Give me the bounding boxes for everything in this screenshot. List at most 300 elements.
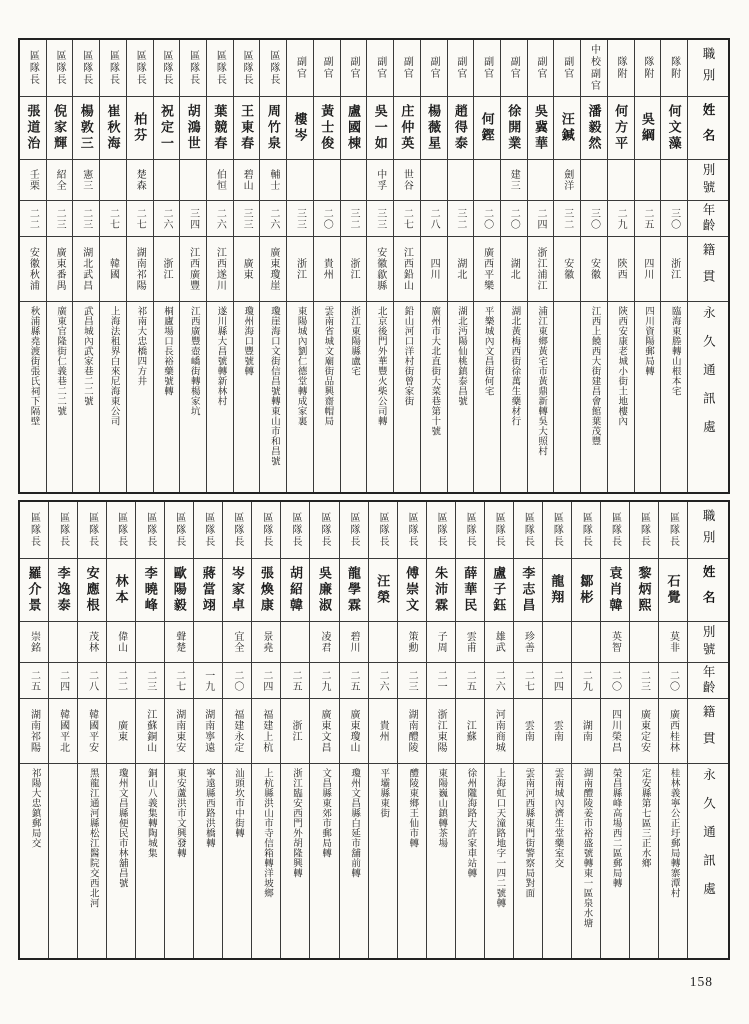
label-alias-cell bbox=[688, 160, 728, 201]
person-age-cell bbox=[47, 201, 73, 237]
person-origin: 陝西 bbox=[615, 258, 627, 280]
person-address: 平壩縣東街 bbox=[378, 768, 389, 818]
person-alias-cell bbox=[127, 160, 153, 201]
person-alias-cell bbox=[165, 622, 193, 663]
person-name-cell bbox=[635, 97, 661, 160]
person-origin: 湖南東安 bbox=[173, 709, 185, 753]
person-origin-cell bbox=[341, 237, 367, 302]
person-name-cell bbox=[107, 559, 135, 622]
person-role-cell bbox=[180, 40, 206, 97]
person-alias: 策勳 bbox=[406, 631, 418, 653]
person-age-cell bbox=[20, 663, 48, 699]
person-role-cell bbox=[207, 40, 233, 97]
person-origin-cell bbox=[554, 237, 580, 302]
person-origin-cell bbox=[165, 699, 193, 764]
person-name: 蔣當翊 bbox=[200, 566, 216, 614]
person-origin: 湖南祁陽 bbox=[28, 709, 40, 753]
person-name: 柏芬 bbox=[132, 112, 148, 144]
person-name-cell bbox=[367, 97, 393, 160]
person-origin-cell bbox=[421, 237, 447, 302]
person-name: 崔秋海 bbox=[105, 104, 121, 152]
person-alias: 紹全 bbox=[54, 169, 66, 191]
person-origin-cell bbox=[398, 699, 426, 764]
person-role: 區隊長 bbox=[134, 50, 146, 86]
person-age-cell bbox=[367, 201, 393, 237]
person-origin: 湖北 bbox=[508, 258, 520, 280]
person-address-cell bbox=[234, 302, 260, 492]
person-role: 區隊長 bbox=[435, 512, 447, 548]
person-origin: 韓國 bbox=[107, 258, 119, 280]
person-role-cell bbox=[73, 40, 99, 97]
person-origin: 江西廣豐 bbox=[187, 247, 199, 291]
person-address-cell bbox=[369, 764, 397, 958]
person-origin: 廣東文昌 bbox=[318, 709, 330, 753]
person-name: 汪鍼 bbox=[559, 112, 575, 144]
person-origin: 廣東瓊山 bbox=[348, 709, 360, 753]
person-age-cell bbox=[369, 663, 397, 699]
person-name-cell bbox=[661, 97, 687, 160]
person-address-cell bbox=[608, 302, 634, 492]
person-alias-cell bbox=[630, 622, 658, 663]
person-column bbox=[661, 40, 688, 492]
person-address-cell bbox=[635, 302, 661, 492]
person-alias: 雄武 bbox=[493, 631, 505, 653]
label-age: 年齡 bbox=[701, 665, 716, 696]
person-address: 雲南河西縣東門街警察局對面 bbox=[523, 768, 534, 898]
person-role-cell bbox=[659, 502, 687, 559]
person-alias-cell bbox=[73, 160, 99, 201]
person-origin-cell bbox=[127, 237, 153, 302]
label-role-cell bbox=[688, 502, 728, 559]
person-role-cell bbox=[427, 502, 455, 559]
row-label-column-top bbox=[688, 40, 728, 492]
label-age: 年齡 bbox=[700, 203, 715, 234]
person-origin: 安徽歙縣 bbox=[374, 247, 386, 291]
person-alias-cell bbox=[180, 160, 206, 201]
person-name-cell bbox=[341, 97, 367, 160]
person-age-cell bbox=[223, 663, 251, 699]
person-origin: 湖北武昌 bbox=[80, 247, 92, 291]
label-age-cell bbox=[688, 663, 728, 699]
person-age-cell bbox=[398, 663, 426, 699]
person-origin: 廣東 bbox=[115, 720, 127, 742]
person-address: 四川資陽郵局轉 bbox=[642, 306, 653, 376]
person-role-cell bbox=[369, 502, 397, 559]
person-name-cell bbox=[554, 97, 580, 160]
person-alias-cell bbox=[572, 622, 600, 663]
person-origin: 韓國平北 bbox=[57, 709, 69, 753]
person-role: 中校副官 bbox=[588, 44, 600, 92]
person-origin-cell bbox=[581, 237, 607, 302]
person-origin: 浙江 bbox=[160, 258, 172, 280]
person-name-cell bbox=[543, 559, 571, 622]
person-address-cell bbox=[501, 302, 527, 492]
person-role: 區隊長 bbox=[638, 512, 650, 548]
person-address: 汕頭坎市中街轉 bbox=[232, 768, 243, 838]
page-number: 158 bbox=[689, 974, 713, 989]
person-origin: 浙江 bbox=[289, 720, 301, 742]
person-name: 羅介景 bbox=[26, 566, 42, 614]
person-column bbox=[448, 40, 475, 492]
person-column bbox=[367, 40, 394, 492]
person-age: 三二 bbox=[561, 207, 573, 230]
person-column bbox=[514, 502, 543, 958]
person-alias-cell bbox=[661, 160, 687, 201]
person-alias-cell bbox=[427, 622, 455, 663]
person-role: 區隊長 bbox=[260, 512, 272, 548]
person-address-cell bbox=[194, 764, 222, 958]
person-age: 二七 bbox=[107, 207, 119, 230]
person-origin: 福建上杭 bbox=[260, 709, 272, 753]
person-name-cell bbox=[421, 97, 447, 160]
person-column bbox=[207, 40, 234, 492]
person-address: 平樂城內文昌街何宅 bbox=[482, 306, 493, 396]
person-origin: 貴州 bbox=[321, 258, 333, 280]
person-address-cell bbox=[528, 302, 554, 492]
person-age: 二三 bbox=[144, 669, 156, 692]
person-column bbox=[456, 502, 485, 958]
person-name-cell bbox=[630, 559, 658, 622]
person-column bbox=[260, 40, 287, 492]
person-name: 吳一如 bbox=[372, 104, 388, 152]
person-role: 副官 bbox=[347, 56, 359, 80]
person-origin: 安徽 bbox=[561, 258, 573, 280]
person-name-cell bbox=[47, 97, 73, 160]
person-age: 二〇 bbox=[231, 669, 243, 692]
person-age: 三四 bbox=[187, 207, 199, 230]
person-role-cell bbox=[367, 40, 393, 97]
person-age-cell bbox=[194, 663, 222, 699]
person-age-cell bbox=[287, 201, 313, 237]
person-age: 二六 bbox=[214, 207, 226, 230]
person-alias: 偉山 bbox=[115, 631, 127, 653]
person-alias-cell bbox=[635, 160, 661, 201]
person-age-cell bbox=[49, 663, 77, 699]
person-name-cell bbox=[427, 559, 455, 622]
person-name: 趙得泰 bbox=[452, 104, 468, 152]
label-role-cell bbox=[688, 40, 728, 97]
person-origin: 湖南祁陽 bbox=[134, 247, 146, 291]
person-role: 副官 bbox=[481, 56, 493, 80]
label-role: 職別 bbox=[700, 46, 715, 90]
person-role: 區隊長 bbox=[493, 512, 505, 548]
person-address-cell bbox=[456, 764, 484, 958]
person-origin-cell bbox=[223, 699, 251, 764]
person-role: 區隊長 bbox=[522, 512, 534, 548]
person-alias-cell bbox=[100, 160, 126, 201]
person-name: 安應根 bbox=[84, 566, 100, 614]
person-origin-cell bbox=[367, 237, 393, 302]
person-age-cell bbox=[456, 663, 484, 699]
person-role: 區隊長 bbox=[348, 512, 360, 548]
person-role: 區隊長 bbox=[241, 50, 253, 86]
person-origin-cell bbox=[630, 699, 658, 764]
person-age-cell bbox=[601, 663, 629, 699]
person-origin-cell bbox=[543, 699, 571, 764]
person-address: 浙江東陽縣盧宅 bbox=[349, 306, 360, 376]
person-name: 潘毅然 bbox=[586, 104, 602, 152]
person-age-cell bbox=[394, 201, 420, 237]
person-role: 副官 bbox=[374, 56, 386, 80]
person-name: 何文藻 bbox=[666, 104, 682, 152]
person-alias: 聲楚 bbox=[173, 631, 185, 653]
person-name: 袁肖韓 bbox=[607, 566, 623, 614]
person-name: 周竹泉 bbox=[265, 104, 281, 152]
person-column bbox=[314, 40, 341, 492]
person-name: 王東春 bbox=[239, 104, 255, 152]
person-origin-cell bbox=[194, 699, 222, 764]
person-alias-cell bbox=[20, 160, 46, 201]
person-origin: 廣西桂林 bbox=[667, 709, 679, 753]
person-origin: 四川 bbox=[641, 258, 653, 280]
person-age-cell bbox=[340, 663, 368, 699]
person-role: 區隊長 bbox=[187, 50, 199, 86]
person-role-cell bbox=[341, 40, 367, 97]
person-alias-cell bbox=[474, 160, 500, 201]
person-role-cell bbox=[581, 40, 607, 97]
person-name: 何方平 bbox=[613, 104, 629, 152]
person-address-cell bbox=[78, 764, 106, 958]
person-alias-cell bbox=[287, 160, 313, 201]
person-alias: 茂林 bbox=[86, 631, 98, 653]
person-column bbox=[78, 502, 107, 958]
person-age: 二四 bbox=[535, 207, 547, 230]
person-name: 吳綱 bbox=[639, 112, 655, 144]
person-age: 二六 bbox=[493, 669, 505, 692]
person-column bbox=[474, 40, 501, 492]
person-column bbox=[136, 502, 165, 958]
person-age-cell bbox=[260, 201, 286, 237]
person-role-cell bbox=[608, 40, 634, 97]
person-age: 二〇 bbox=[667, 669, 679, 692]
person-name-cell bbox=[252, 559, 280, 622]
person-role-cell bbox=[49, 502, 77, 559]
person-alias: 伯恒 bbox=[214, 169, 226, 191]
person-address-cell bbox=[474, 302, 500, 492]
person-role: 區隊長 bbox=[609, 512, 621, 548]
person-alias: 碧山 bbox=[241, 169, 253, 191]
person-age: 二六 bbox=[377, 669, 389, 692]
person-origin: 廣東定安 bbox=[638, 709, 650, 753]
person-alias-cell bbox=[394, 160, 420, 201]
person-address: 東安蘆洪市文興發轉 bbox=[174, 768, 185, 858]
person-column bbox=[20, 502, 49, 958]
person-name: 李志昌 bbox=[520, 566, 536, 614]
person-alias: 景堯 bbox=[260, 631, 272, 653]
person-age-cell bbox=[234, 201, 260, 237]
person-column bbox=[107, 502, 136, 958]
person-alias-cell bbox=[107, 622, 135, 663]
label-name-cell bbox=[688, 559, 728, 622]
person-alias: 珍善 bbox=[522, 631, 534, 653]
person-age: 二七 bbox=[134, 207, 146, 230]
person-name-cell bbox=[165, 559, 193, 622]
person-age: 二三 bbox=[80, 207, 92, 230]
person-name-cell bbox=[127, 97, 153, 160]
person-age: 二九 bbox=[580, 669, 592, 692]
label-origin-cell bbox=[688, 699, 728, 764]
person-address-cell bbox=[448, 302, 474, 492]
person-origin: 江蘇銅山 bbox=[144, 709, 156, 753]
person-name: 胡鴻世 bbox=[185, 104, 201, 152]
person-age: 二〇 bbox=[609, 669, 621, 692]
person-alias-cell bbox=[223, 622, 251, 663]
person-alias: 中孚 bbox=[374, 169, 386, 191]
person-alias: 英智 bbox=[609, 631, 621, 653]
person-age-cell bbox=[635, 201, 661, 237]
person-age-cell bbox=[581, 201, 607, 237]
person-name-cell bbox=[207, 97, 233, 160]
person-role: 區隊長 bbox=[214, 50, 226, 86]
person-address: 廣州市大北直街大菜巷第十號 bbox=[429, 306, 440, 436]
person-name-cell bbox=[20, 97, 46, 160]
label-address-cell bbox=[688, 302, 728, 492]
person-address: 湖南醴陵姜市裕盛號轉東一區泉水塘 bbox=[581, 768, 592, 928]
person-alias-cell bbox=[514, 622, 542, 663]
person-name: 盧子鈺 bbox=[491, 566, 507, 614]
person-name: 林本 bbox=[113, 574, 129, 606]
person-role-cell bbox=[514, 502, 542, 559]
person-name-cell bbox=[281, 559, 309, 622]
person-origin-cell bbox=[49, 699, 77, 764]
person-column bbox=[485, 502, 514, 958]
person-column bbox=[581, 40, 608, 492]
person-address-cell bbox=[341, 302, 367, 492]
person-role-cell bbox=[287, 40, 313, 97]
person-name: 樓岑 bbox=[292, 112, 308, 144]
person-role-cell bbox=[127, 40, 153, 97]
person-alias-cell bbox=[194, 622, 222, 663]
person-age: 三〇 bbox=[668, 207, 680, 230]
person-alias-cell bbox=[341, 160, 367, 201]
person-alias-cell bbox=[20, 622, 48, 663]
person-origin: 安徽秋浦 bbox=[27, 247, 39, 291]
person-age-cell bbox=[554, 201, 580, 237]
person-role: 區隊長 bbox=[107, 50, 119, 86]
person-address: 瓊州文昌縣白延市舖前轉 bbox=[349, 768, 360, 878]
person-alias-cell bbox=[601, 622, 629, 663]
person-name-cell bbox=[474, 97, 500, 160]
person-address: 桂林義寧公正圩郵局轉寨潭村 bbox=[668, 768, 679, 898]
person-role-cell bbox=[107, 502, 135, 559]
person-name-cell bbox=[314, 97, 340, 160]
person-alias: 壬栗 bbox=[27, 169, 39, 191]
person-origin-cell bbox=[474, 237, 500, 302]
person-role-cell bbox=[398, 502, 426, 559]
person-address-cell bbox=[514, 764, 542, 958]
person-address-cell bbox=[659, 764, 687, 958]
person-role: 區隊長 bbox=[464, 512, 476, 548]
person-name: 石覺 bbox=[665, 574, 681, 606]
person-role-cell bbox=[252, 502, 280, 559]
person-origin-cell bbox=[154, 237, 180, 302]
label-name-cell bbox=[688, 97, 728, 160]
person-name: 吳冀華 bbox=[533, 104, 549, 152]
person-alias-cell bbox=[234, 160, 260, 201]
person-age-cell bbox=[474, 201, 500, 237]
person-address: 江西上饒西大街建昌會館葉茂豐 bbox=[589, 306, 600, 446]
person-age: 二二 bbox=[115, 669, 127, 692]
person-origin-cell bbox=[136, 699, 164, 764]
person-address: 雲南省城文廟街品興齋帽局 bbox=[322, 306, 333, 426]
person-age-cell bbox=[165, 663, 193, 699]
person-role-cell bbox=[47, 40, 73, 97]
person-age-cell bbox=[100, 201, 126, 237]
person-role-cell bbox=[20, 40, 46, 97]
person-name-cell bbox=[78, 559, 106, 622]
person-address-cell bbox=[310, 764, 338, 958]
person-age-cell bbox=[207, 201, 233, 237]
person-origin-cell bbox=[281, 699, 309, 764]
person-origin-cell bbox=[20, 237, 46, 302]
person-role-cell bbox=[485, 502, 513, 559]
person-name: 吳廉淑 bbox=[316, 566, 332, 614]
person-alias-cell bbox=[207, 160, 233, 201]
person-address-cell bbox=[287, 302, 313, 492]
person-alias-cell bbox=[485, 622, 513, 663]
person-name: 薛華民 bbox=[462, 566, 478, 614]
person-column bbox=[608, 40, 635, 492]
roster-table-bottom bbox=[18, 500, 730, 960]
person-alias-cell bbox=[78, 622, 106, 663]
person-column bbox=[281, 502, 310, 958]
person-role-cell bbox=[501, 40, 527, 97]
person-role-cell bbox=[661, 40, 687, 97]
person-role-cell bbox=[78, 502, 106, 559]
person-origin-cell bbox=[100, 237, 126, 302]
person-address: 陝西安康老城小街土地樓內 bbox=[616, 306, 627, 426]
person-origin-cell bbox=[260, 237, 286, 302]
person-origin-cell bbox=[207, 237, 233, 302]
person-origin-cell bbox=[107, 699, 135, 764]
person-age: 三三 bbox=[294, 207, 306, 230]
roster-table-top bbox=[18, 38, 730, 494]
person-column bbox=[369, 502, 398, 958]
person-address: 湖北沔陽仙桃鎮泰昌號 bbox=[455, 306, 466, 406]
person-name: 李逸泰 bbox=[55, 566, 71, 614]
person-column bbox=[601, 502, 630, 958]
person-column bbox=[127, 40, 154, 492]
person-address-cell bbox=[20, 302, 46, 492]
person-age-cell bbox=[136, 663, 164, 699]
person-address: 榮昌縣峰高場西二區郵局轉 bbox=[610, 768, 621, 888]
person-name: 歐陽毅 bbox=[171, 566, 187, 614]
person-age-cell bbox=[528, 201, 554, 237]
person-role-cell bbox=[421, 40, 447, 97]
person-address-cell bbox=[340, 764, 368, 958]
person-alias-cell bbox=[554, 160, 580, 201]
person-origin-cell bbox=[501, 237, 527, 302]
person-address: 徐州隴海路大許家車站轉 bbox=[465, 768, 476, 878]
person-age-cell bbox=[630, 663, 658, 699]
person-name: 倪家輝 bbox=[52, 104, 68, 152]
person-origin-cell bbox=[485, 699, 513, 764]
person-origin-cell bbox=[78, 699, 106, 764]
person-role: 隊附 bbox=[668, 56, 680, 80]
person-alias: 莫非 bbox=[667, 631, 679, 653]
person-origin: 雲南 bbox=[551, 720, 563, 742]
label-role: 職別 bbox=[701, 508, 716, 552]
person-address: 祁陽大忠鎮郵局交 bbox=[29, 768, 40, 848]
person-address-cell bbox=[398, 764, 426, 958]
person-address-cell bbox=[107, 764, 135, 958]
person-address-cell bbox=[252, 764, 280, 958]
person-role: 區隊長 bbox=[667, 512, 679, 548]
person-role: 副官 bbox=[428, 56, 440, 80]
person-age: 二六 bbox=[160, 207, 172, 230]
person-alias: 宜全 bbox=[231, 631, 243, 653]
person-name-cell bbox=[581, 97, 607, 160]
